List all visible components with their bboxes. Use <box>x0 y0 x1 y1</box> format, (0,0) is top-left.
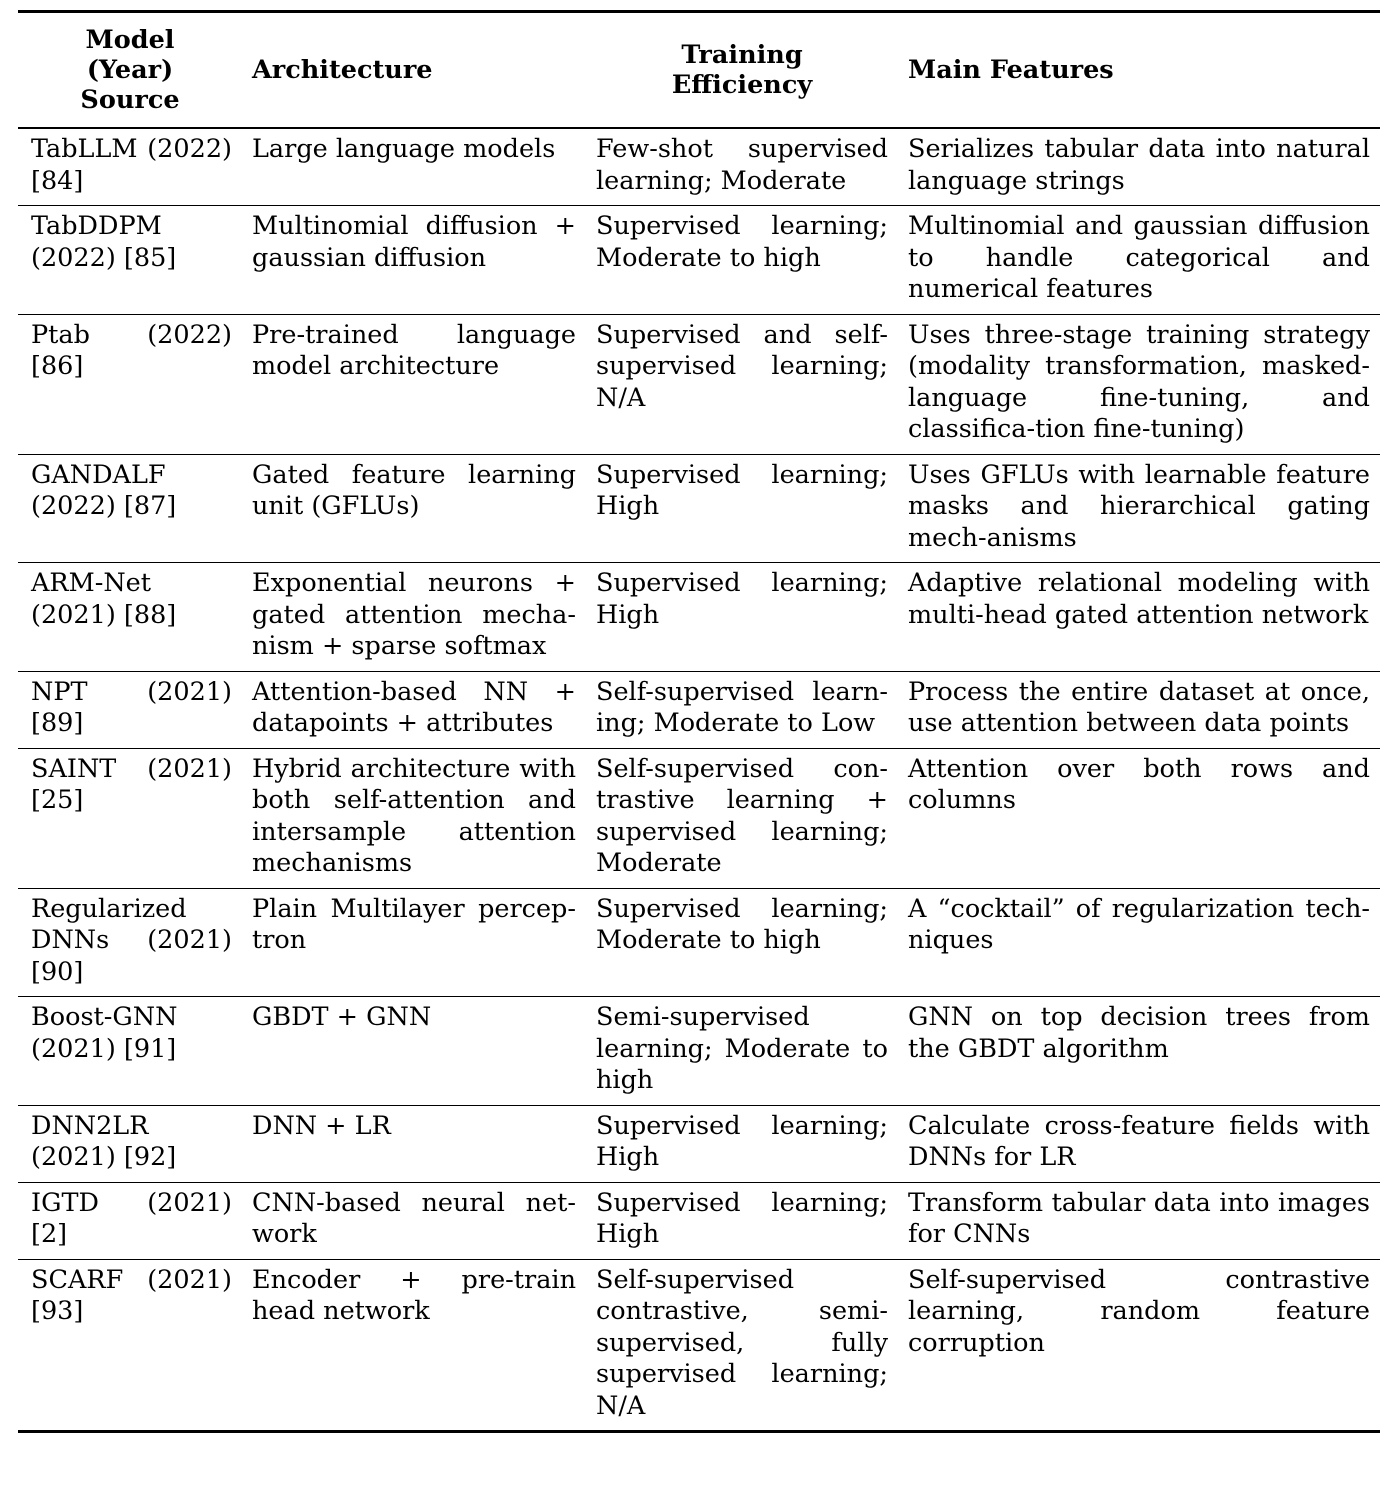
cell-model: SAINT (2021) [25] <box>31 753 232 815</box>
cell-features: Multinomial and gaussian diffusion to handle categorical and numerical features <box>908 211 1370 304</box>
table-row <box>18 454 1380 563</box>
cell-architecture: CNN-based neural net-work <box>252 1187 576 1249</box>
table-header <box>18 12 1380 129</box>
header-training-efficiency <box>586 12 898 129</box>
cell-architecture: Encoder + pre-train head network <box>252 1264 576 1326</box>
cell-model: NPT (2021) [89] <box>31 676 232 738</box>
cell-features: Self-supervised contrastive learning, random feature corruption <box>908 1264 1370 1358</box>
cell-features: Serializes tabular data into natural language strings <box>908 134 1370 196</box>
cell-training: Self-supervised contrastive, semi-supervised, fully supervised learning; N/A <box>596 1264 888 1421</box>
cell-training: Supervised learning; High <box>596 1110 888 1172</box>
model-comparison-table <box>18 10 1380 1433</box>
cell-features: A “cocktail” of regularization tech-niques <box>908 893 1370 955</box>
cell-features: Uses three-stage training strategy (modality transformation, masked-language fine-tuning, and classifica-tion fine-tuning) <box>908 319 1370 444</box>
cell-architecture: GBDT + GNN <box>252 1002 432 1032</box>
cell-model: ARM-Net (2021) [88] <box>31 568 177 630</box>
cell-training: Supervised learning; High <box>596 1187 888 1249</box>
cell-training: Supervised learning; High <box>596 459 888 521</box>
cell-features: Uses GFLUs with learnable feature masks and hierarchical gating mech-anisms <box>908 459 1370 553</box>
table-row <box>18 314 1380 454</box>
table-body <box>18 128 1380 1432</box>
cell-features: Calculate cross-feature fields with DNNs for LR <box>908 1110 1370 1172</box>
cell-model: TabDDPM (2022) [85] <box>31 211 177 273</box>
cell-model: Regularized DNNs (2021) [90] <box>31 893 232 987</box>
cell-training: Supervised learning; Moderate to high <box>596 211 888 273</box>
header-model-line-2: (Year) <box>86 55 174 85</box>
table-row <box>18 206 1380 315</box>
cell-architecture: DNN + LR <box>252 1110 391 1141</box>
header-row <box>18 12 1380 129</box>
cell-model: Ptab (2022) [86] <box>31 319 232 381</box>
cell-training: Supervised and self-supervised learning; N/A <box>596 319 888 413</box>
cell-architecture: Gated feature learning unit (GFLUs) <box>252 459 576 521</box>
header-architecture: Architecture <box>252 55 433 85</box>
cell-training: Supervised learning; High <box>596 568 888 630</box>
cell-architecture: Exponential neurons + gated attention mecha-nism + sparse softmax <box>252 568 576 661</box>
comparison-table-wrapper <box>18 10 1380 1433</box>
header-training-line-1: Training <box>681 40 803 70</box>
cell-architecture: Hybrid architecture with both self-attention and intersample attention mechanisms <box>252 753 576 878</box>
cell-architecture: Large language models <box>252 134 556 164</box>
cell-features: GNN on top decision trees from the GBDT algorithm <box>908 1002 1370 1064</box>
table-row <box>18 1105 1380 1182</box>
table-row <box>18 748 1380 888</box>
table-row <box>18 888 1380 997</box>
cell-model: GANDALF (2022) [87] <box>31 459 177 521</box>
cell-architecture: Plain Multilayer percep-tron <box>252 893 576 955</box>
cell-features: Adaptive relational modeling with multi-head gated attention network <box>908 568 1370 630</box>
cell-model: TabLLM (2022) [84] <box>31 134 232 196</box>
table-row <box>18 563 1380 672</box>
cell-architecture: Pre-trained language model architecture <box>252 319 576 381</box>
table-row <box>18 997 1380 1106</box>
cell-training: Semi-supervised learning; Moderate to high <box>596 1002 888 1095</box>
header-model-line-3: Source <box>80 85 180 115</box>
cell-model: Boost-GNN (2021) [91] <box>31 1002 178 1064</box>
table-row <box>18 128 1380 206</box>
cell-training: Supervised learning; Moderate to high <box>596 893 888 955</box>
cell-model: IGTD (2021) [2] <box>31 1187 232 1249</box>
cell-model: SCARF (2021) [93] <box>31 1264 232 1326</box>
table-row <box>18 671 1380 748</box>
cell-features: Process the entire dataset at once, use attention between data points <box>908 676 1370 738</box>
cell-architecture: Multinomial diffusion + gaussian diffusion <box>252 211 576 273</box>
table-row <box>18 1259 1380 1432</box>
cell-features: Attention over both rows and columns <box>908 753 1370 815</box>
cell-training: Self-supervised learn-ing; Moderate to Low <box>596 676 888 738</box>
header-training-line-2: Efficiency <box>671 70 813 100</box>
header-main-features: Main Features <box>908 55 1114 85</box>
table-row <box>18 1182 1380 1259</box>
cell-training: Self-supervised con-trastive learning + supervised learning; Moderate <box>596 753 888 878</box>
cell-training: Few-shot supervised learning; Moderate <box>596 134 888 196</box>
cell-features: Transform tabular data into images for CNNs <box>908 1187 1370 1249</box>
cell-model: DNN2LR (2021) [92] <box>31 1110 177 1172</box>
cell-architecture: Attention-based NN + datapoints + attributes <box>252 676 576 738</box>
header-model <box>18 12 242 129</box>
header-model-line-1: Model <box>85 25 175 55</box>
